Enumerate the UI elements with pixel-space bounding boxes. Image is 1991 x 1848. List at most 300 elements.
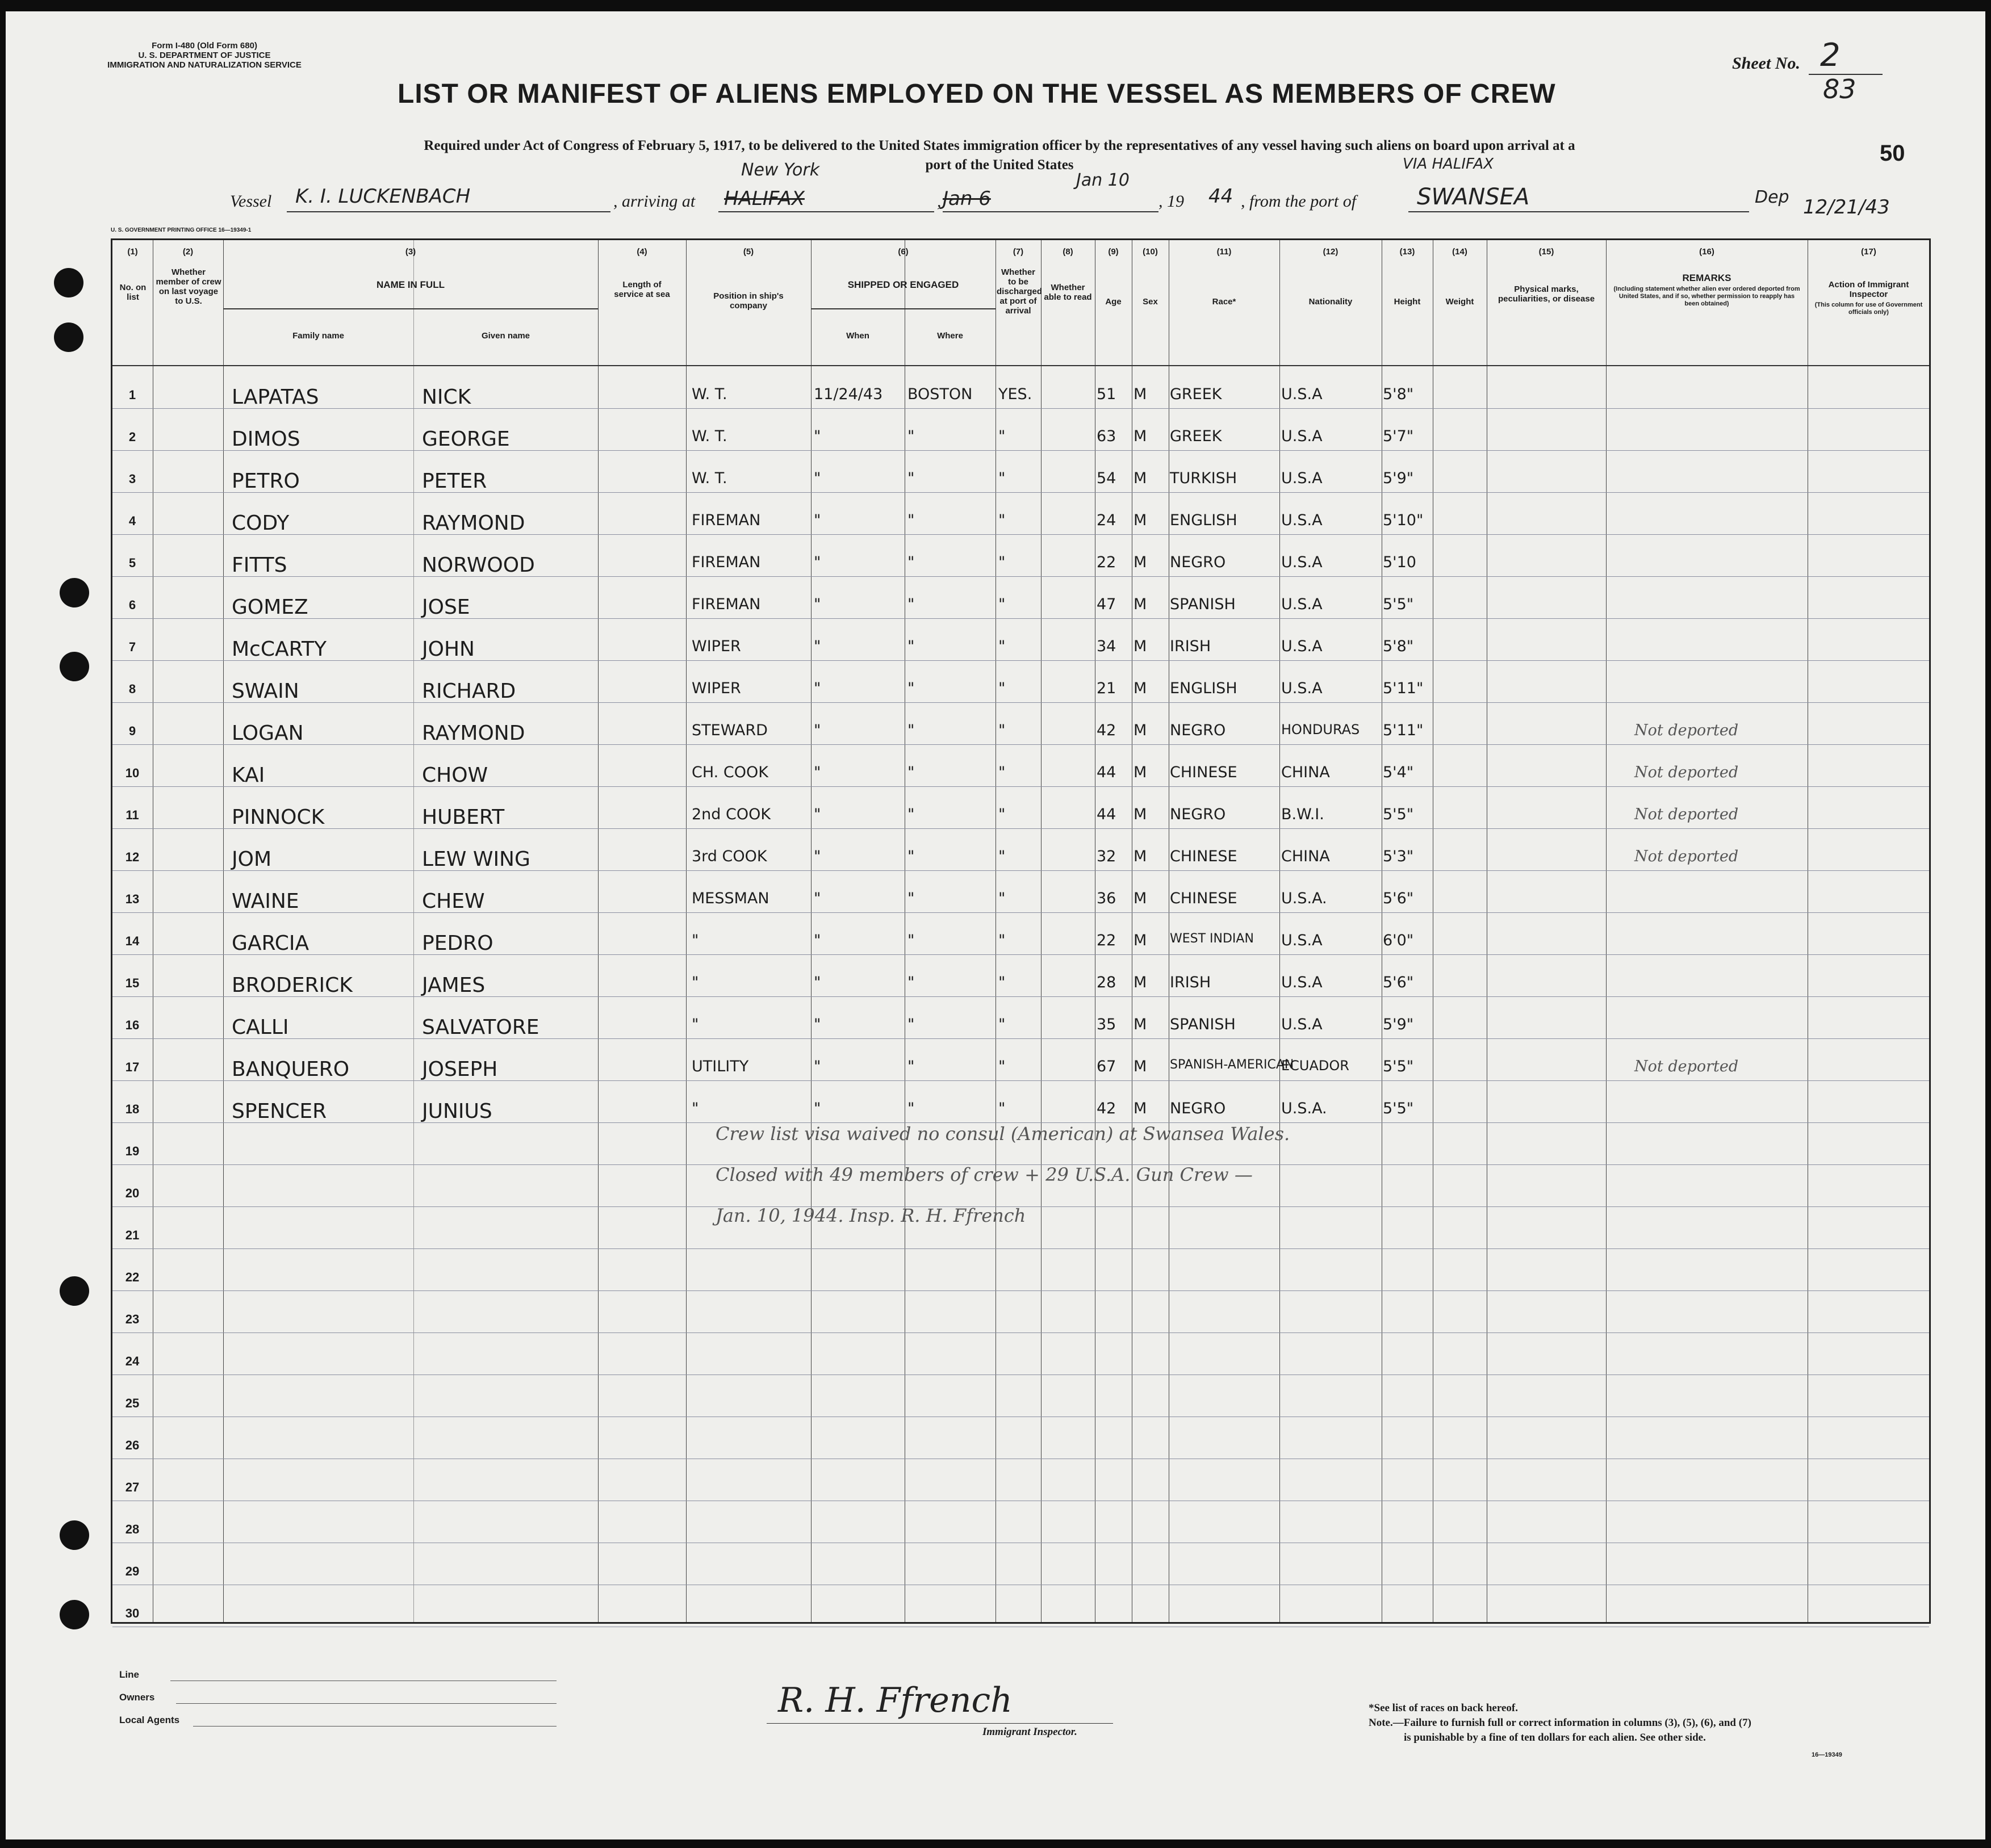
row-number: 5 [128, 556, 136, 570]
row-divider [112, 996, 1929, 997]
cell-family: WAINE [232, 890, 299, 913]
cell-discharged: " [998, 806, 1006, 823]
cell-height: 5'5" [1383, 806, 1414, 823]
cell-where: " [907, 932, 915, 949]
cell-given: NICK [422, 385, 471, 409]
column-number: (9) [1108, 247, 1119, 257]
cell-nationality: HONDURAS [1281, 722, 1360, 737]
row-number: 6 [128, 598, 136, 612]
row-number: 21 [125, 1228, 140, 1242]
cell-nationality: U.S.A [1281, 385, 1323, 403]
row-number: 27 [125, 1480, 140, 1494]
cell-age: 22 [1097, 932, 1116, 949]
cell-position: WIPER [692, 638, 741, 655]
cell-remarks: Not deported [1634, 722, 1739, 739]
year-prefix: , 19 [1158, 192, 1184, 211]
cell-sex: M [1133, 470, 1147, 487]
row-divider [112, 1080, 1929, 1081]
name-header-rule [223, 308, 598, 309]
cell-sex: M [1133, 512, 1147, 529]
cell-age: 22 [1097, 554, 1116, 571]
row-number: 26 [125, 1438, 140, 1452]
header-height: Height [1394, 297, 1421, 307]
closing-note: Jan. 10, 1944. Insp. R. H. Ffrench [716, 1205, 1026, 1226]
header-given-name: Given name [481, 331, 530, 341]
cell-when: " [814, 1016, 821, 1033]
cell-family: JOM [232, 848, 272, 871]
sheet-number: 2 [1820, 37, 1841, 74]
cell-position: FIREMAN [692, 512, 761, 529]
column-number: (16) [1699, 247, 1714, 257]
form-identifier [102, 41, 307, 70]
header-family-name: Family name [292, 331, 344, 341]
row-number: 1 [128, 388, 136, 402]
header-race: Race* [1212, 297, 1236, 307]
column-number: (1) [127, 247, 138, 257]
arriving-port-struck: HALIFAX [724, 187, 805, 210]
dep-label: Dep [1755, 187, 1789, 207]
cell-when: " [814, 974, 821, 991]
cell-discharged: " [998, 848, 1006, 865]
footer-owners-label: Owners [119, 1692, 155, 1703]
row-number: 19 [125, 1144, 140, 1158]
cell-nationality: U.S.A [1281, 428, 1323, 445]
requirement-line-2: port of the United States [925, 157, 1074, 173]
row-number: 9 [128, 724, 136, 738]
cell-nationality: U.S.A [1281, 596, 1323, 613]
cell-given: JUNIUS [422, 1100, 492, 1123]
header-discharged: Whether to be discharged at port of arrival [997, 267, 1043, 316]
cell-given: RAYMOND [422, 722, 525, 745]
footer-agents-rule [193, 1726, 557, 1727]
header-age: Age [1105, 297, 1122, 307]
cell-race: SPANISH-AMERICAN [1170, 1058, 1294, 1072]
from-port-label: , from the port of [1241, 192, 1357, 211]
cell-where: BOSTON [907, 385, 973, 403]
cell-when: " [814, 848, 821, 865]
row-divider [112, 576, 1929, 577]
cell-position: 2nd COOK [692, 806, 771, 823]
column-number: (2) [182, 247, 194, 257]
row-number: 14 [125, 934, 140, 948]
header-bottom-rule [112, 365, 1929, 366]
cell-age: 32 [1097, 848, 1116, 865]
header-remarks-note: (Including statement whether alien ever ordered deported from United States, and if so, whether permission to reapply has been obtained) [1613, 286, 1800, 307]
row-divider [112, 618, 1929, 619]
cell-nationality: B.W.I. [1281, 806, 1324, 823]
column-number: (8) [1063, 247, 1073, 257]
punch-hole [60, 578, 89, 607]
cell-family: SWAIN [232, 680, 299, 703]
row-divider [112, 1038, 1929, 1039]
cell-height: 5'6" [1383, 974, 1414, 991]
row-number: 15 [125, 976, 140, 990]
cell-family: BRODERICK [232, 974, 353, 997]
cell-age: 63 [1097, 428, 1116, 445]
cell-nationality: U.S.A [1281, 512, 1323, 529]
page-number: 50 [1880, 141, 1905, 166]
cell-position: " [692, 1016, 699, 1033]
column-divider [1606, 240, 1607, 1622]
cell-discharged: " [998, 974, 1006, 991]
cell-when: " [814, 722, 821, 739]
row-number: 7 [128, 640, 136, 654]
column-number: (5) [743, 247, 754, 257]
cell-when: " [814, 1100, 821, 1117]
cell-height: 5'5" [1383, 596, 1414, 613]
cell-nationality: U.S.A [1281, 1016, 1323, 1033]
cell-discharged: " [998, 470, 1006, 487]
cell-given: GEORGE [422, 428, 510, 451]
cell-nationality: U.S.A. [1281, 1100, 1327, 1117]
row-number: 23 [125, 1312, 140, 1326]
header-when: When [846, 331, 869, 341]
cell-nationality: U.S.A [1281, 554, 1323, 571]
cell-family: PINNOCK [232, 806, 325, 829]
date: Jan 10 [1076, 170, 1130, 190]
date-struck: Jan 6 [943, 187, 991, 210]
cell-sex: M [1133, 385, 1147, 403]
cell-when: " [814, 638, 821, 655]
cell-when: 11/24/43 [814, 385, 883, 403]
cell-nationality: U.S.A [1281, 932, 1323, 949]
cell-race: GREEK [1170, 428, 1222, 445]
cell-family: CALLI [232, 1016, 289, 1039]
cell-race: GREEK [1170, 385, 1222, 403]
cell-where: " [907, 974, 915, 991]
header-weight: Weight [1445, 297, 1474, 307]
cell-when: " [814, 554, 821, 571]
row-divider [112, 1290, 1929, 1291]
row-number: 25 [125, 1396, 140, 1410]
punch-hole [54, 322, 83, 352]
cell-position: W. T. [692, 385, 727, 403]
cell-position: CH. COOK [692, 764, 768, 781]
sheet-total: 83 [1823, 74, 1856, 104]
cell-discharged: " [998, 428, 1006, 445]
row-number: 3 [128, 472, 136, 486]
cell-where: " [907, 764, 915, 781]
cell-position: UTILITY [692, 1058, 749, 1075]
column-number: (11) [1216, 247, 1232, 257]
cell-race: CHINESE [1170, 890, 1237, 907]
column-divider [1279, 240, 1280, 1622]
cell-when: " [814, 806, 821, 823]
cell-family: BANQUERO [232, 1058, 350, 1081]
row-number: 29 [125, 1564, 140, 1578]
row-divider [112, 702, 1929, 703]
header-no-on-list: No. on list [119, 283, 147, 302]
form-department: U. S. DEPARTMENT OF JUSTICE [138, 51, 271, 60]
date-comma: , [937, 192, 942, 211]
header-length-service: Length of service at sea [614, 280, 670, 299]
fine-note-2: is punishable by a fine of ten dollars for each alien. See other side. [1404, 1732, 1706, 1744]
cell-remarks: Not deported [1634, 1058, 1739, 1075]
row-number: 24 [125, 1354, 140, 1368]
header-shipped-engaged: SHIPPED OR ENGAGED [847, 279, 959, 290]
cell-height: 5'8" [1383, 385, 1414, 403]
cell-given: LEW WING [422, 848, 530, 871]
column-divider [686, 240, 687, 1622]
header-physical-marks: Physical marks, peculiarities, or disease [1498, 284, 1595, 304]
cell-given: SALVATORE [422, 1016, 539, 1039]
crew-table [111, 238, 1931, 1624]
arriving-label: , arriving at [613, 192, 696, 211]
cell-given: JOHN [422, 638, 475, 661]
column-divider [413, 240, 414, 1622]
footer-agents-label: Local Agents [119, 1715, 180, 1725]
cell-given: HUBERT [422, 806, 505, 829]
cell-sex: M [1133, 848, 1147, 865]
cell-height: 5'4" [1383, 764, 1414, 781]
cell-nationality: CHINA [1281, 848, 1330, 865]
cell-height: 5'6" [1383, 890, 1414, 907]
cell-position: MESSMAN [692, 890, 769, 907]
fine-note-1: Note.—Failure to furnish full or correct information in columns (3), (5), (6), and (7) [1369, 1717, 1751, 1729]
cell-when: " [814, 428, 821, 445]
cell-family: FITTS [232, 554, 287, 577]
row-number: 28 [125, 1522, 140, 1536]
cell-race: WEST INDIAN [1170, 932, 1254, 946]
cell-family: CODY [232, 512, 290, 535]
cell-discharged: " [998, 554, 1006, 571]
cell-race: SPANISH [1170, 1016, 1236, 1033]
cell-sex: M [1133, 1058, 1147, 1075]
race-note: *See list of races on back hereof. [1369, 1702, 1518, 1714]
cell-sex: M [1133, 722, 1147, 739]
cell-position: FIREMAN [692, 554, 761, 571]
cell-age: 34 [1097, 638, 1116, 655]
cell-nationality: U.S.A [1281, 638, 1323, 655]
row-divider [112, 744, 1929, 745]
cell-sex: M [1133, 1100, 1147, 1117]
cell-race: TURKISH [1170, 470, 1237, 487]
cell-discharged: " [998, 1100, 1006, 1117]
footer-line-label: Line [119, 1669, 139, 1680]
punch-hole [60, 1600, 89, 1629]
cell-sex: M [1133, 554, 1147, 571]
cell-remarks: Not deported [1634, 806, 1739, 823]
row-divider [112, 534, 1929, 535]
cell-height: 5'10 [1383, 554, 1416, 571]
cell-where: " [907, 512, 915, 529]
arriving-port: New York [741, 160, 820, 180]
cell-age: 28 [1097, 974, 1116, 991]
cell-age: 51 [1097, 385, 1116, 403]
dep-date: 12/21/43 [1803, 196, 1890, 219]
cell-race: NEGRO [1170, 722, 1226, 739]
printing-office: U. S. GOVERNMENT PRINTING OFFICE 16—19349-1 [111, 227, 252, 233]
cell-when: " [814, 890, 821, 907]
year: 44 [1208, 185, 1233, 208]
cell-height: 5'5" [1383, 1100, 1414, 1117]
cell-discharged: YES. [998, 385, 1032, 403]
row-divider [112, 1248, 1929, 1249]
cell-sex: M [1133, 1016, 1147, 1033]
row-number: 18 [125, 1102, 140, 1116]
cell-age: 44 [1097, 806, 1116, 823]
cell-sex: M [1133, 680, 1147, 697]
vessel-name: K. I. LUCKENBACH [295, 185, 471, 208]
column-number: (14) [1452, 247, 1467, 257]
cell-nationality: CHINA [1281, 764, 1330, 781]
row-number: 20 [125, 1186, 140, 1200]
manifest-sheet [6, 11, 1985, 1839]
row-divider [112, 408, 1929, 409]
from-port: SWANSEA [1417, 184, 1530, 210]
cell-when: " [814, 764, 821, 781]
cell-sex: M [1133, 638, 1147, 655]
header-position: Position in ship's company [713, 291, 784, 311]
cell-where: " [907, 722, 915, 739]
cell-sex: M [1133, 932, 1147, 949]
cell-sex: M [1133, 806, 1147, 823]
cell-when: " [814, 512, 821, 529]
cell-race: NEGRO [1170, 554, 1226, 571]
row-number: 30 [125, 1606, 140, 1620]
cell-position: 3rd COOK [692, 848, 767, 865]
cell-height: 5'11" [1383, 722, 1424, 739]
cell-sex: M [1133, 596, 1147, 613]
cell-discharged: " [998, 1058, 1006, 1075]
cell-discharged: " [998, 1016, 1006, 1033]
cell-family: DIMOS [232, 428, 300, 451]
cell-nationality: U.S.A [1281, 680, 1323, 697]
row-number: 4 [128, 514, 136, 528]
cell-sex: M [1133, 974, 1147, 991]
cell-where: " [907, 428, 915, 445]
cell-where: " [907, 680, 915, 697]
shipped-header-rule [811, 308, 996, 309]
date-underline [943, 211, 1158, 212]
cell-discharged: " [998, 680, 1006, 697]
cell-age: 35 [1097, 1016, 1116, 1033]
cell-height: 5'9" [1383, 1016, 1414, 1033]
header-name-in-full: NAME IN FULL [377, 279, 445, 290]
cell-where: " [907, 806, 915, 823]
cell-family: McCARTY [232, 638, 327, 661]
closing-note: Closed with 49 members of crew + 29 U.S.A. Gun Crew — [716, 1164, 1253, 1185]
row-divider [112, 492, 1929, 493]
cell-position: " [692, 932, 699, 949]
column-number: (3) [405, 247, 416, 257]
cell-given: NORWOOD [422, 554, 535, 577]
cell-discharged: " [998, 638, 1006, 655]
cell-age: 36 [1097, 890, 1116, 907]
via-port: VIA HALIFAX [1403, 156, 1494, 173]
cell-discharged: " [998, 512, 1006, 529]
row-number: 8 [128, 682, 136, 696]
cell-remarks: Not deported [1634, 764, 1739, 781]
cell-position: " [692, 974, 699, 991]
cell-when: " [814, 470, 821, 487]
cell-given: JAMES [422, 974, 486, 997]
cell-family: LOGAN [232, 722, 304, 745]
cell-race: SPANISH [1170, 596, 1236, 613]
cell-given: PETER [422, 470, 487, 493]
cell-discharged: " [998, 764, 1006, 781]
row-divider [112, 870, 1929, 871]
cell-sex: M [1133, 890, 1147, 907]
cell-where: " [907, 848, 915, 865]
sheet-label: Sheet No. [1732, 54, 1800, 73]
cell-given: RAYMOND [422, 512, 525, 535]
requirement-line-1: Required under Act of Congress of February 5, 1917, to be delivered to the United States immigration officer by the representatives of any vessel having such aliens on board upon arrival at a [424, 138, 1575, 153]
cell-position: " [692, 1100, 699, 1117]
row-number: 10 [125, 766, 140, 780]
cell-given: PEDRO [422, 932, 493, 955]
cell-height: 5'11" [1383, 680, 1424, 697]
column-divider [223, 240, 224, 1622]
cell-nationality: ECUADOR [1281, 1058, 1349, 1074]
cell-race: ENGLISH [1170, 680, 1237, 697]
cell-position: FIREMAN [692, 596, 761, 613]
column-divider [598, 240, 599, 1622]
cell-where: " [907, 638, 915, 655]
cell-where: " [907, 554, 915, 571]
header-action-note: (This column for use of Government officials only) [1814, 301, 1923, 316]
cell-when: " [814, 680, 821, 697]
inspector-signature: R. H. Ffrench [778, 1681, 1013, 1720]
column-number: (6) [898, 247, 909, 257]
cell-position: WIPER [692, 680, 741, 697]
cell-race: NEGRO [1170, 806, 1226, 823]
cell-race: CHINESE [1170, 764, 1237, 781]
row-divider [112, 912, 1929, 913]
cell-remarks: Not deported [1634, 848, 1739, 865]
document-title: LIST OR MANIFEST OF ALIENS EMPLOYED ON THE VESSEL AS MEMBERS OF CREW [398, 79, 1556, 109]
row-divider [112, 1332, 1929, 1333]
cell-height: 5'7" [1383, 428, 1414, 445]
signature-rule [767, 1723, 1113, 1724]
cell-height: 5'3" [1383, 848, 1414, 865]
cell-family: KAI [232, 764, 265, 787]
punch-hole [60, 1276, 89, 1306]
header-member-last-voyage: Whether member of crew on last voyage to U.S. [156, 267, 221, 306]
cell-sex: M [1133, 428, 1147, 445]
column-number: (17) [1861, 247, 1876, 257]
requirement-text [142, 136, 1857, 175]
from-port-underline [1408, 211, 1749, 212]
cell-age: 44 [1097, 764, 1116, 781]
cell-sex: M [1133, 764, 1147, 781]
cell-position: W. T. [692, 428, 727, 445]
form-service: IMMIGRATION AND NATURALIZATION SERVICE [107, 60, 302, 70]
row-divider [112, 786, 1929, 787]
header-able-read: Whether able to read [1044, 283, 1092, 302]
cell-family: LAPATAS [232, 385, 319, 409]
header-action: Action of Immigrant Inspector [1828, 280, 1909, 299]
signature-caption: Immigrant Inspector. [982, 1726, 1077, 1738]
cell-age: 42 [1097, 722, 1116, 739]
arriving-underline [718, 211, 934, 212]
cell-discharged: " [998, 932, 1006, 949]
cell-age: 24 [1097, 512, 1116, 529]
row-number: 13 [125, 892, 140, 906]
row-number: 16 [125, 1018, 140, 1032]
cell-where: " [907, 596, 915, 613]
cell-discharged: " [998, 890, 1006, 907]
cell-given: CHEW [422, 890, 485, 913]
cell-position: STEWARD [692, 722, 768, 739]
cell-when: " [814, 932, 821, 949]
punch-hole [60, 652, 89, 681]
cell-race: IRISH [1170, 638, 1211, 655]
cell-age: 21 [1097, 680, 1116, 697]
cell-where: " [907, 1016, 915, 1033]
cell-height: 6'0" [1383, 932, 1414, 949]
cell-where: " [907, 1058, 915, 1075]
